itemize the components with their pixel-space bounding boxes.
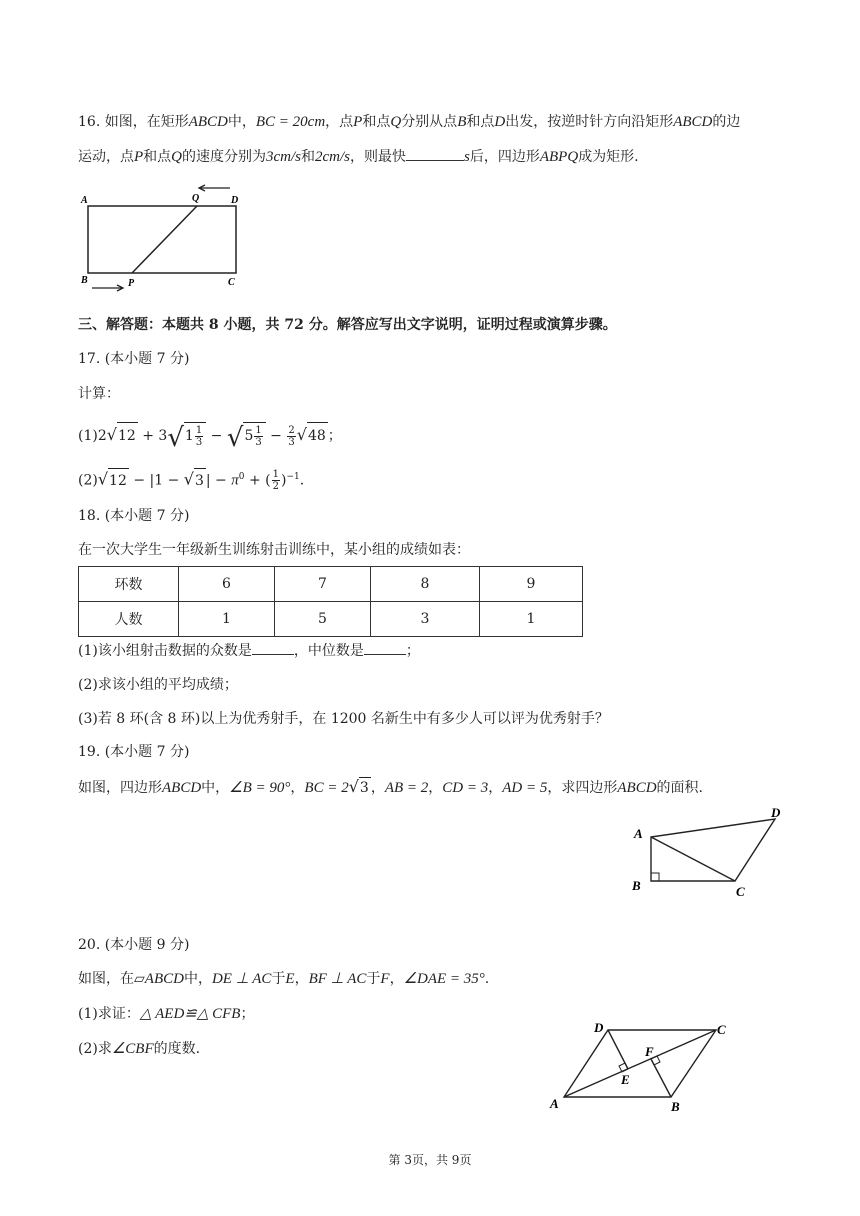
text: 和: [301, 149, 316, 165]
text: ，: [488, 780, 503, 796]
math: ∠B = 90°: [229, 780, 291, 796]
math: + (: [244, 472, 271, 489]
table-row: [79, 602, 583, 637]
label-d: D: [231, 195, 239, 206]
math: △ AED≌△ CFB: [139, 1006, 241, 1022]
math: ABCD: [673, 114, 713, 130]
figure-16-rectangle: [78, 180, 258, 295]
math: ABCD: [188, 114, 228, 130]
answer-blank[interactable]: [364, 640, 406, 655]
sqrt-sign: √: [97, 469, 109, 489]
text: (1): [78, 428, 98, 444]
diagonal-ac: [651, 837, 735, 881]
label-d: D: [771, 805, 781, 820]
label-c: C: [717, 1022, 726, 1037]
table-cell: 环数: [79, 567, 179, 602]
q20-statement: [78, 969, 489, 989]
math: F: [380, 971, 390, 987]
radicand: 3: [359, 777, 371, 798]
exponent: −1: [286, 472, 300, 482]
text: 出发，按逆时针方向沿矩形: [505, 114, 674, 130]
math: + 3: [137, 428, 168, 444]
table-cell: 人数: [79, 602, 179, 637]
math: AD = 5: [502, 780, 548, 796]
answer-blank[interactable]: [252, 640, 294, 655]
radicand: [243, 422, 265, 449]
text: 的边: [712, 114, 741, 130]
text: ，: [294, 971, 309, 987]
denominator: 3: [255, 436, 262, 448]
text: (2)求: [78, 1041, 112, 1057]
math: 3cm/s: [266, 149, 302, 165]
numerator: 1: [255, 424, 262, 436]
radicand: [184, 422, 206, 449]
q18-head: 18. (本小题 7 分): [78, 508, 190, 524]
math: π: [231, 472, 239, 489]
math: ABCD: [162, 780, 202, 796]
exponent: 0: [238, 472, 245, 482]
text: ；: [327, 428, 342, 444]
sqrt-sign: √: [348, 777, 359, 796]
denominator: 3: [195, 436, 203, 448]
score-table: [78, 566, 583, 637]
text: ，求四边形: [547, 780, 618, 796]
denominator: 3: [288, 436, 295, 448]
label-f: F: [645, 1044, 654, 1059]
table-cell: 5: [275, 602, 371, 637]
table-cell: 1: [480, 602, 583, 637]
q18-part1: [78, 640, 420, 661]
text: ，点: [325, 114, 354, 130]
label-p: P: [128, 278, 135, 289]
q20-part1: [78, 1004, 254, 1024]
figure-19-quadrilateral: [625, 800, 795, 900]
math: ∠DAE = 35°: [403, 971, 485, 987]
table-cell: 9: [480, 567, 583, 602]
text: ，: [389, 971, 404, 987]
fraction: [272, 469, 280, 492]
rectangle-abcd: [88, 206, 236, 273]
math: 2: [97, 428, 107, 444]
label-a: A: [81, 195, 88, 206]
label-a: A: [550, 1096, 559, 1111]
q19-statement: [78, 777, 703, 798]
text: 中，: [183, 971, 212, 987]
q16-line2: [78, 146, 639, 167]
table-row: [79, 567, 583, 602]
numerator: 2: [288, 424, 295, 436]
text: ，则最快: [350, 149, 407, 165]
math: −: [206, 428, 227, 444]
label-q: Q: [192, 193, 200, 204]
label-c: C: [228, 277, 235, 288]
table-cell: 6: [179, 567, 275, 602]
math: P: [134, 149, 144, 165]
math: B: [457, 114, 467, 130]
sqrt-sign: √: [167, 423, 184, 453]
text: 和点: [143, 149, 172, 165]
text: ，: [428, 780, 443, 796]
math: 1: [184, 428, 194, 444]
label-e: E: [621, 1072, 630, 1087]
text: ，: [290, 780, 305, 796]
math: BC = 20cm: [255, 114, 326, 130]
table-cell: 8: [371, 567, 480, 602]
page-footer: 第 3页，共 9页: [388, 1153, 472, 1167]
math: AB = 2: [384, 780, 429, 796]
text: (2): [78, 472, 98, 489]
math: BF ⊥ AC: [308, 971, 367, 987]
q19-head: 19. (本小题 7 分): [78, 744, 190, 760]
label-d: D: [594, 1020, 604, 1035]
q16-line1: [78, 112, 740, 132]
section-title: [78, 315, 617, 335]
sqrt-sign: √: [296, 425, 307, 444]
text: .: [299, 472, 305, 489]
text: 三、解答题：本题共: [78, 317, 209, 333]
fraction: [254, 425, 262, 448]
math: ABCD: [617, 780, 657, 796]
text: 后，四边形: [469, 149, 540, 165]
fraction: [287, 425, 295, 448]
text: 和点: [362, 114, 391, 130]
q17-part2: [78, 465, 304, 493]
text: 中，: [227, 114, 256, 130]
text: .: [484, 971, 490, 987]
q20-head: 20. (本小题 9 分): [78, 937, 190, 953]
text: 于: [271, 971, 286, 987]
text: 的面积.: [656, 780, 703, 796]
text: 分别从点: [401, 114, 458, 130]
math: DE ⊥ AC: [211, 971, 272, 987]
text: 的度数.: [153, 1041, 201, 1057]
text: 8: [208, 317, 219, 333]
q18-part3: (3)若 8 环(含 8 环)以上为优秀射手，在 1200 名新生中有多少人可以评为优秀射手？: [78, 711, 609, 727]
math: BC = 2: [304, 780, 349, 796]
text: 和点: [466, 114, 495, 130]
math: Q: [171, 149, 183, 165]
label-b: B: [671, 1099, 680, 1114]
math: s: [464, 149, 470, 165]
math: 2cm/s: [315, 149, 351, 165]
q17-part1: [78, 422, 342, 451]
text: 如图，四边形: [78, 780, 162, 796]
radicand: 12: [108, 468, 129, 493]
math: ∠CBF: [111, 1041, 154, 1057]
q17-intro: 计算：: [78, 386, 120, 402]
text: 16. 如图，在矩形: [78, 114, 189, 130]
q18-intro: 在一次大学生一年级新生训练射击训练中，某小组的成绩如表：: [78, 542, 470, 558]
table-cell: 1: [179, 602, 275, 637]
numerator: 1: [195, 424, 203, 436]
label-b: B: [632, 878, 641, 893]
math: | −: [205, 472, 232, 489]
radicand: 48: [307, 422, 328, 449]
quadrilateral-abcd: [651, 819, 775, 881]
radicand: 12: [117, 422, 138, 449]
math: P: [353, 114, 363, 130]
text: 成为矩形.: [578, 149, 639, 165]
text: (1)求证：: [78, 1006, 140, 1022]
math: CD = 3: [442, 780, 489, 796]
text: ；: [405, 643, 420, 659]
text: 的速度分别为: [182, 149, 267, 165]
radicand: 3: [194, 468, 206, 493]
right-angle-mark: [651, 873, 659, 881]
sqrt-sign: √: [226, 423, 244, 453]
text: 小题，共: [218, 317, 285, 333]
table-cell: 7: [275, 567, 371, 602]
math: ABPQ: [539, 149, 579, 165]
text: 分。解答应写出文字说明，证明过程或演算步骤。: [303, 317, 617, 333]
q20-part2: [78, 1039, 200, 1059]
text: ；: [240, 1006, 255, 1022]
math: D: [494, 114, 506, 130]
label-a: A: [634, 826, 643, 841]
sqrt-sign: √: [106, 425, 117, 444]
math: 5: [244, 428, 254, 444]
figure-20-parallelogram: [540, 1012, 740, 1117]
answer-blank[interactable]: [406, 146, 464, 161]
numerator: 1: [272, 469, 279, 481]
text: 于: [366, 971, 381, 987]
label-c: C: [736, 884, 745, 899]
q17-head: 17. (本小题 7 分): [78, 351, 190, 367]
denominator: 2: [272, 481, 279, 493]
parallelogram-icon: ▱: [134, 971, 145, 987]
math: E: [285, 971, 295, 987]
text: 运动，点: [78, 149, 134, 165]
sqrt-sign: √: [183, 469, 194, 489]
text: ，: [370, 780, 385, 796]
q18-part2: (2)求该小组的平均成绩；: [78, 677, 238, 693]
text: 中，: [201, 780, 230, 796]
text: 72: [284, 317, 304, 333]
table-cell: 3: [371, 602, 480, 637]
text: 如图，在: [78, 971, 134, 987]
math: Q: [390, 114, 402, 130]
fraction: [195, 425, 203, 448]
math: − |1 −: [128, 472, 184, 489]
text: ，中位数是: [293, 643, 364, 659]
segment-pq: [132, 206, 197, 273]
label-b: B: [81, 275, 88, 286]
math: ): [280, 472, 287, 489]
text: (1)该小组射击数据的众数是: [78, 643, 252, 659]
math: ABCD: [144, 971, 184, 987]
math: −: [265, 428, 287, 444]
